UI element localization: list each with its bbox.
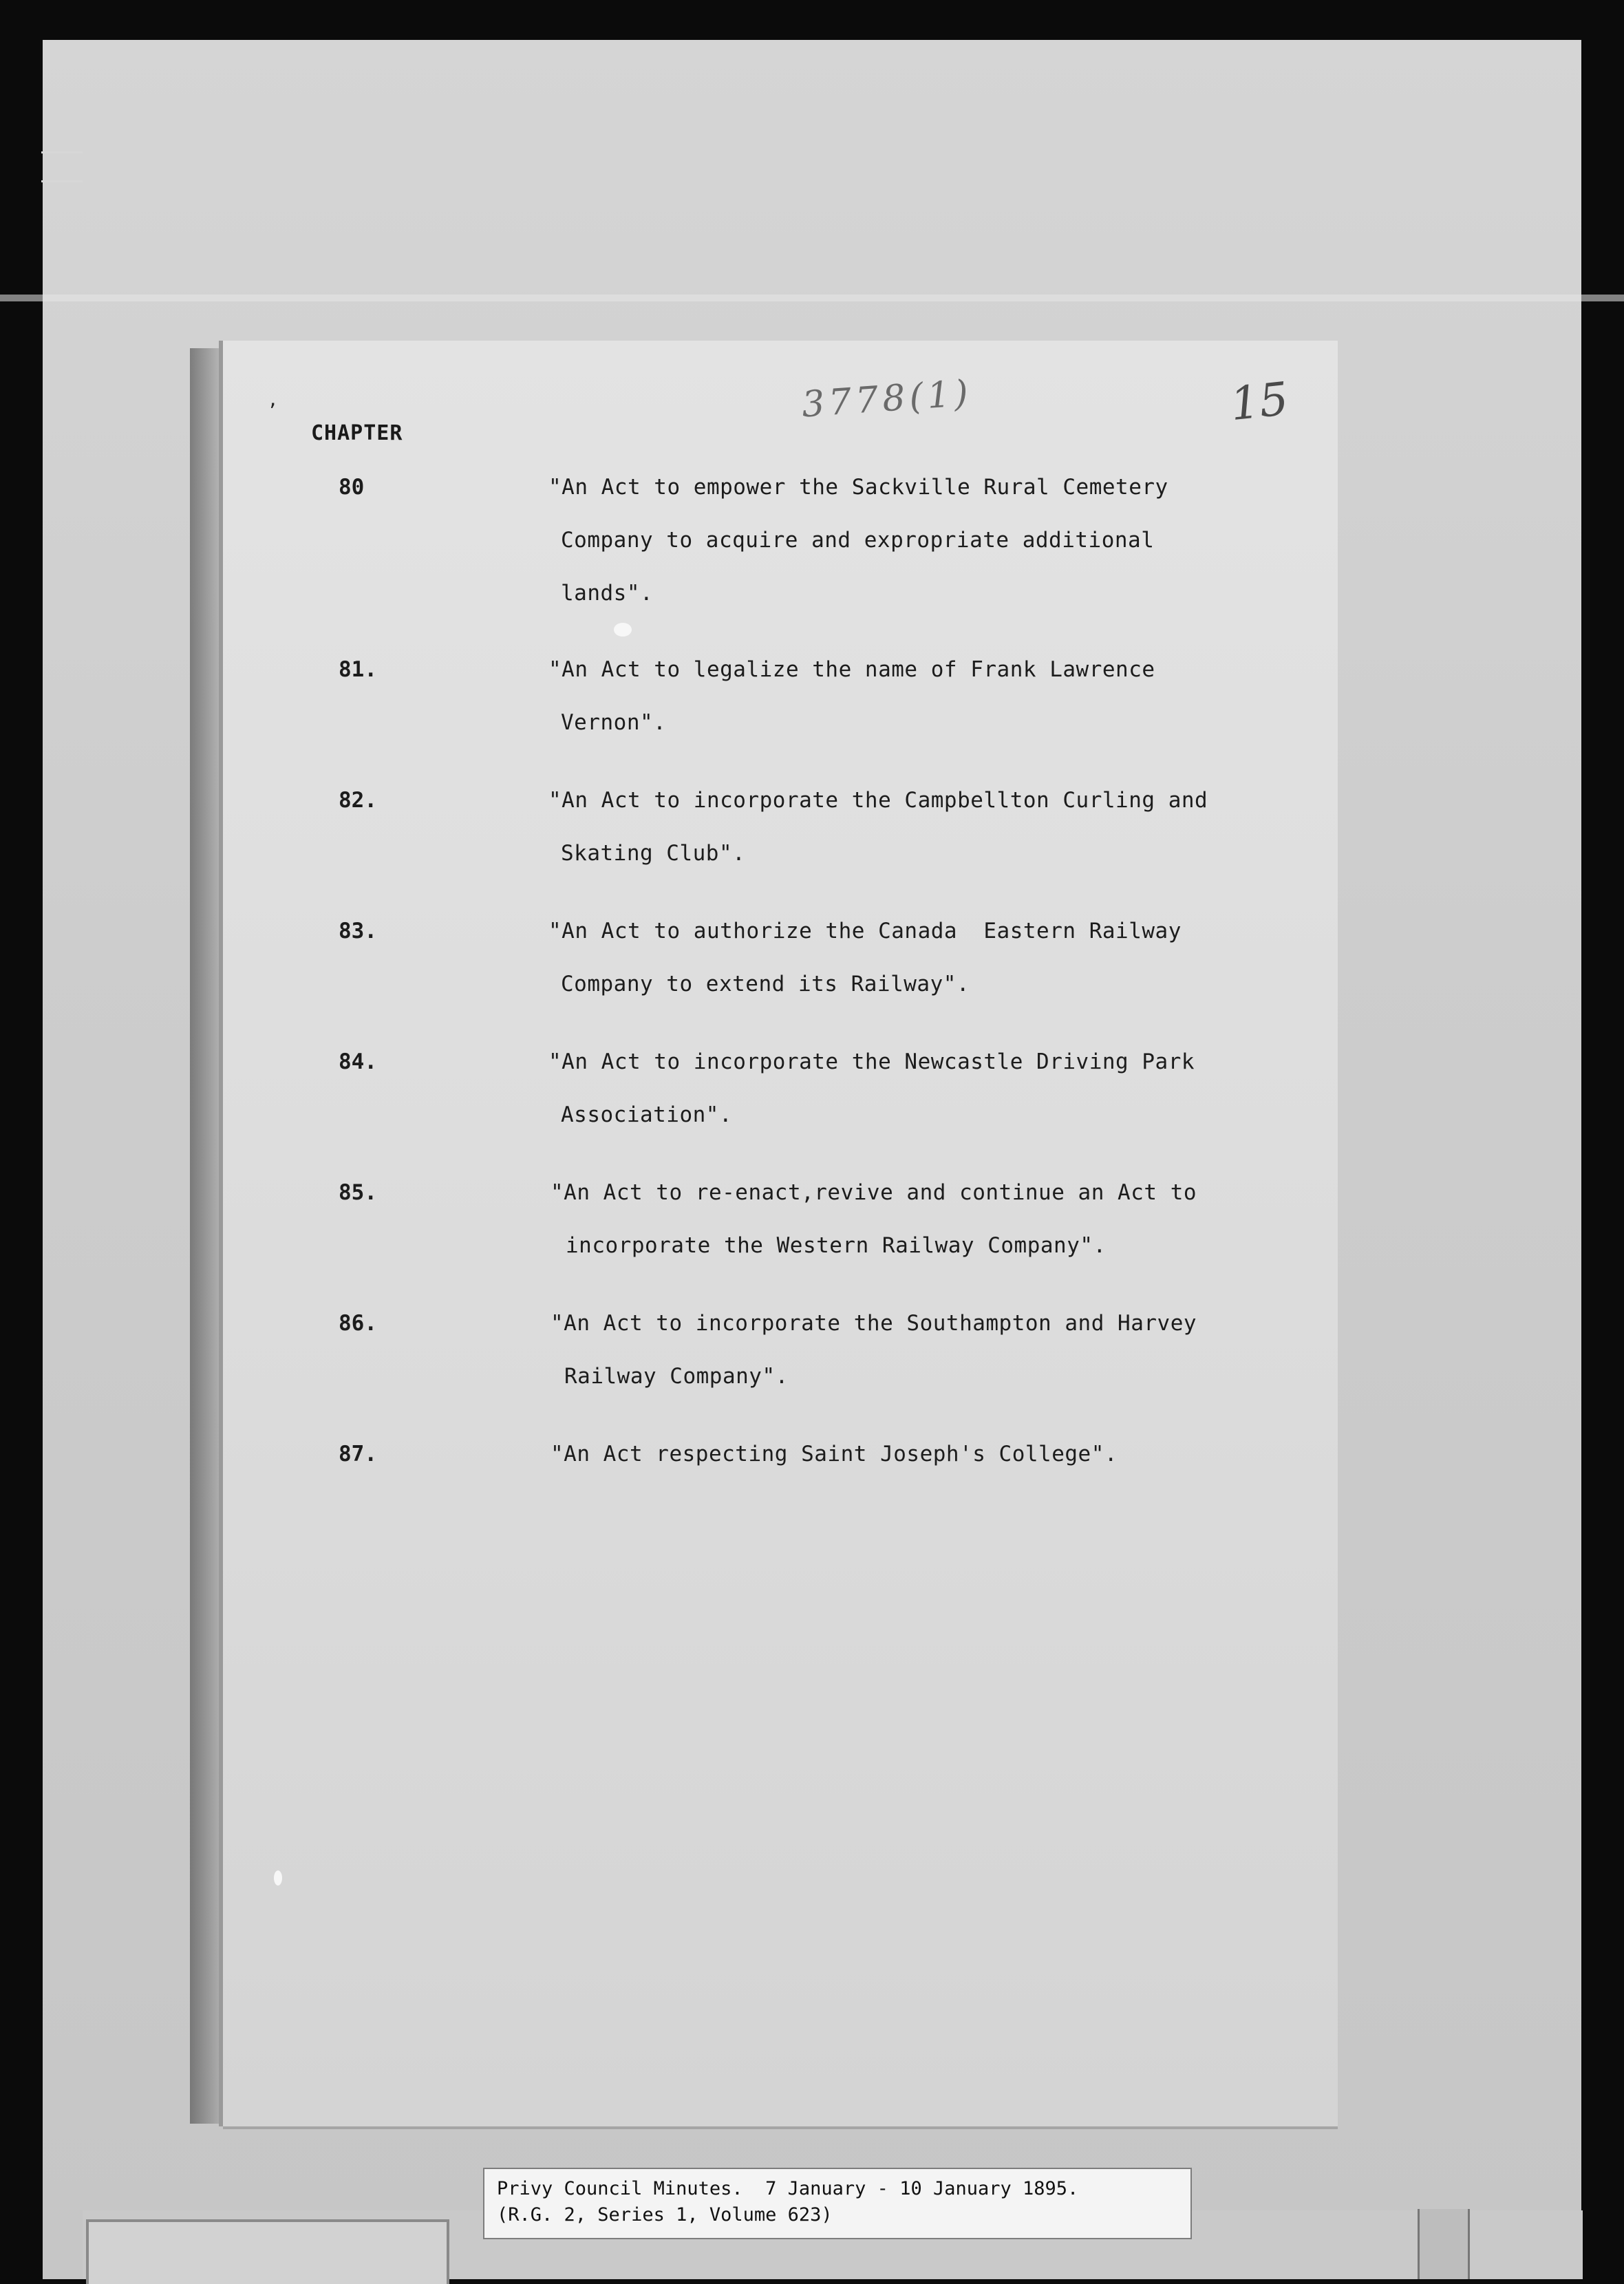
- act-title-line: "An Act to incorporate the Southampton and Harvey: [551, 1311, 1197, 1336]
- act-title-line: "An Act to legalize the name of Frank Lawrence: [548, 657, 1155, 682]
- act-title-line: Company to extend its Railway".: [561, 972, 970, 996]
- archive-number: 3778(1): [800, 372, 974, 426]
- act-title-line: "An Act to empower the Sackville Rural Cemetery: [548, 475, 1168, 500]
- caption-line-2: (R.G. 2, Series 1, Volume 623): [497, 2204, 833, 2226]
- mount-clip: [1418, 2209, 1470, 2279]
- chapter-number: 82.: [339, 788, 377, 813]
- act-title-line: Railway Company".: [564, 1364, 789, 1389]
- act-title-line: "An Act to incorporate the Campbellton Curling and: [548, 788, 1208, 813]
- paper-speck: [274, 1870, 282, 1886]
- act-title-line: "An Act to authorize the Canada Eastern Railway: [548, 919, 1182, 943]
- mount-frame: [86, 2219, 449, 2284]
- page-number: 15: [1228, 372, 1291, 431]
- chapter-number: 85.: [339, 1180, 377, 1205]
- film-edge-mark: [41, 180, 83, 182]
- chapter-number: 83.: [339, 919, 377, 943]
- chapter-number: 86.: [339, 1311, 377, 1336]
- act-title-line: Association".: [561, 1102, 733, 1127]
- act-title-line: "An Act to re-enact,revive and continue an Act to: [551, 1180, 1197, 1205]
- chapter-number: 80: [339, 475, 365, 500]
- chapter-number: 84.: [339, 1049, 377, 1074]
- tick-mark: ’: [267, 401, 278, 421]
- film-scratch-line: [0, 295, 1624, 301]
- sheet-shadow: [190, 348, 226, 2124]
- act-title-line: incorporate the Western Railway Company".: [566, 1233, 1107, 1258]
- chapter-number: 81.: [339, 657, 377, 682]
- act-title-line: Skating Club".: [561, 841, 746, 866]
- act-title-line: Vernon".: [561, 710, 667, 735]
- paper-speck: [614, 623, 632, 637]
- act-title-line: "An Act to incorporate the Newcastle Driving Park: [548, 1049, 1195, 1074]
- chapter-heading: CHAPTER: [311, 421, 403, 445]
- act-title-line: lands".: [561, 581, 654, 606]
- act-title-line: "An Act respecting Saint Joseph's College".: [551, 1442, 1118, 1466]
- caption-line-1: Privy Council Minutes. 7 January - 10 January 1895.: [497, 2178, 1079, 2199]
- archive-caption-label: [483, 2168, 1192, 2239]
- chapter-number: 87.: [339, 1442, 377, 1466]
- act-title-line: Company to acquire and expropriate additional: [561, 528, 1155, 553]
- film-edge-mark: [41, 151, 83, 153]
